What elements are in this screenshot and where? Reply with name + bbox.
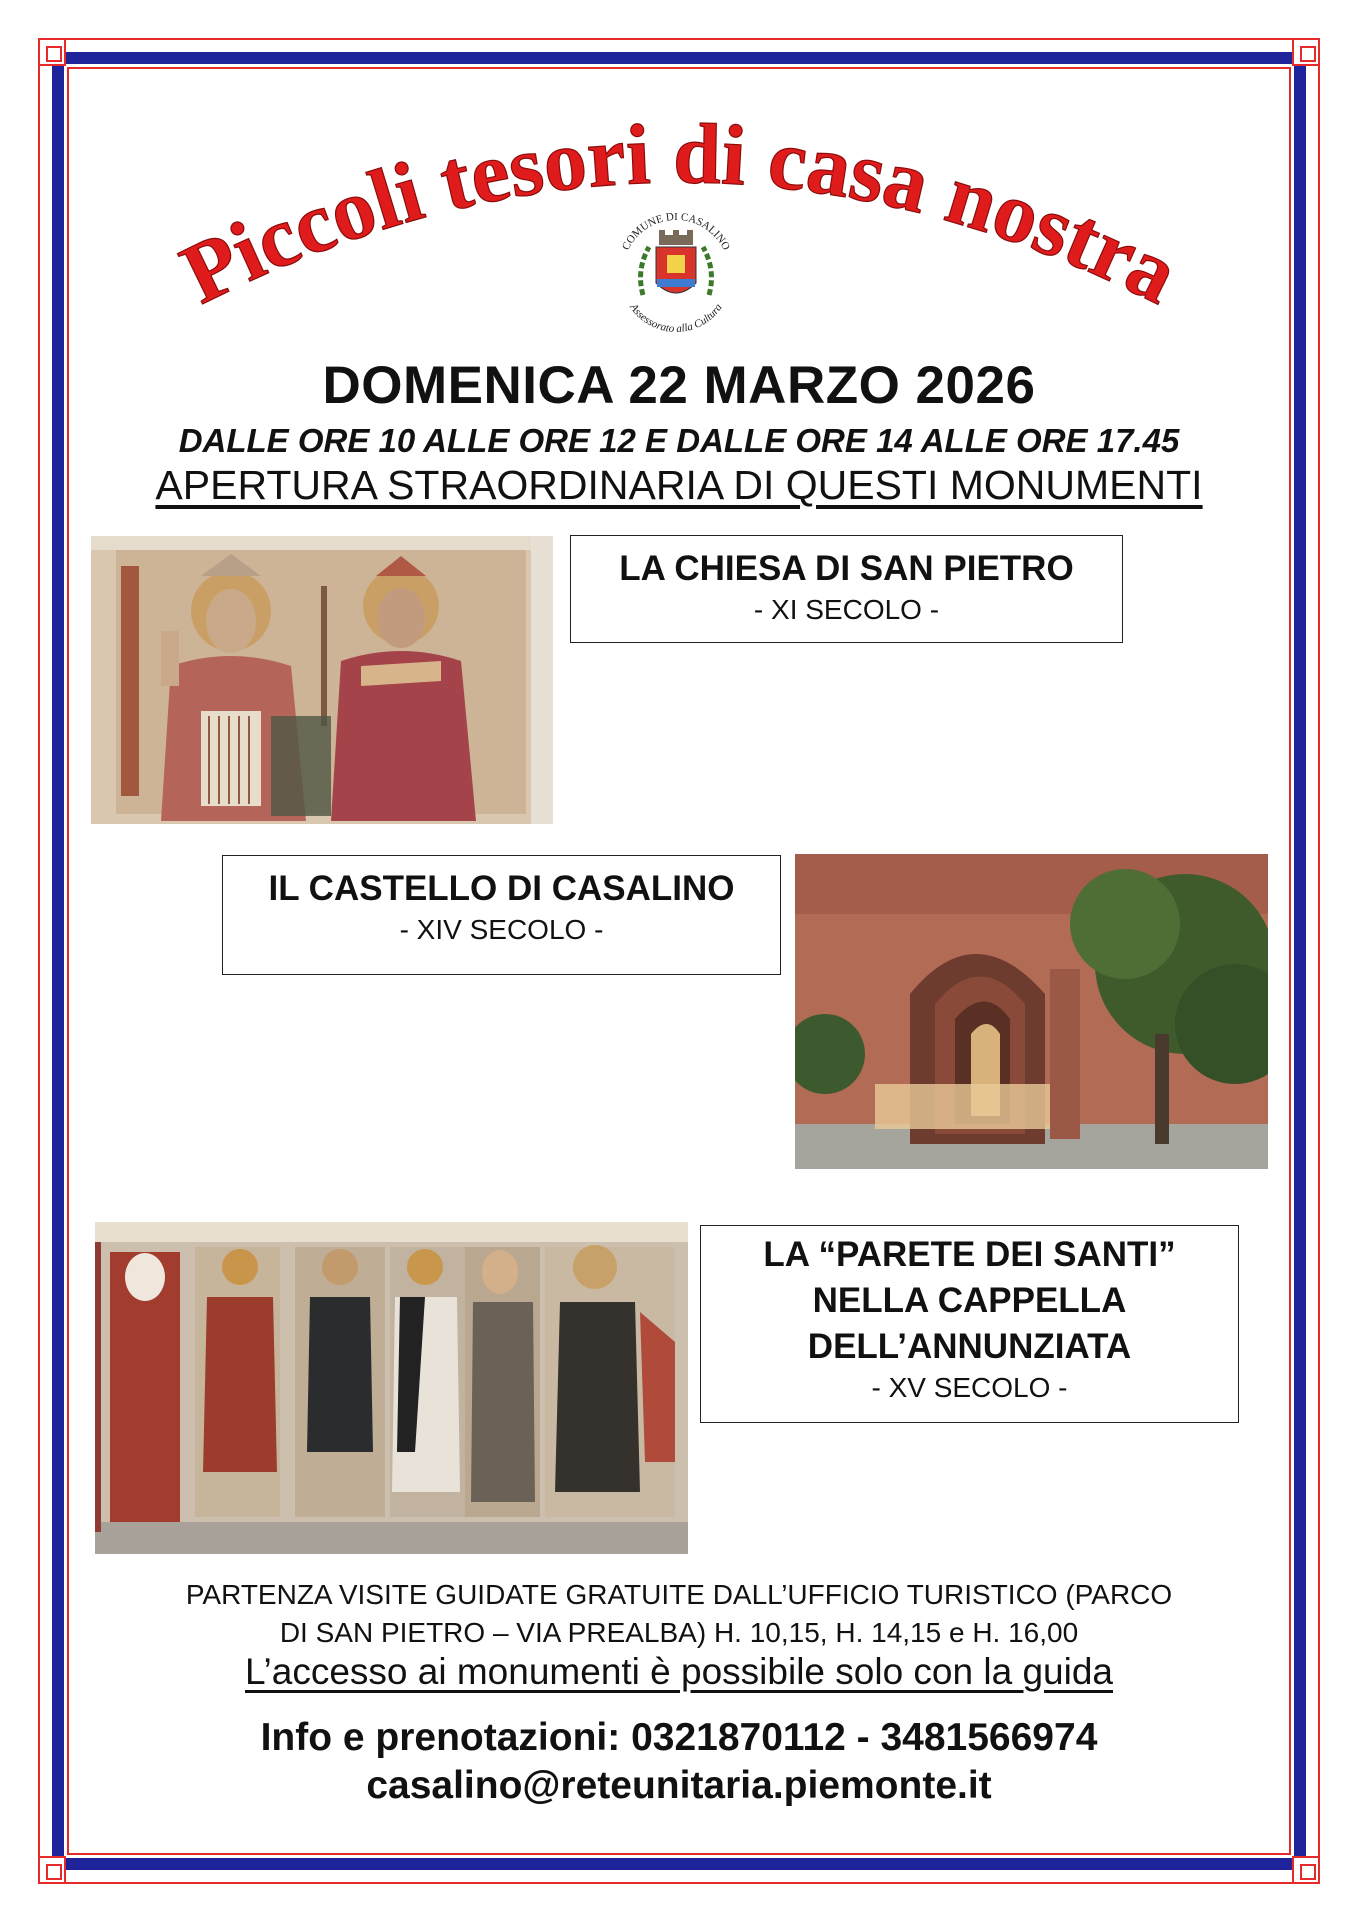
monument-name: LA CHIESA DI SAN PIETRO — [619, 549, 1074, 588]
corner-ornament — [38, 38, 66, 66]
monument-box-castello — [222, 855, 781, 975]
svg-text:COMUNE DI CASALINO: COMUNE DI CASALINO — [619, 210, 733, 253]
monument-century: - XI SECOLO - — [753, 594, 940, 625]
event-hours: DALLE ORE 10 ALLE ORE 12 E DALLE ORE 14 ALLE ORE 17.45 — [178, 422, 1180, 459]
opening-heading: APERTURA STRAORDINARIA DI QUESTI MONUMENTI — [155, 462, 1203, 508]
monument-century: - XV SECOLO - — [871, 1372, 1068, 1403]
access-note: L’accesso ai monumenti è possibile solo con la guida — [245, 1651, 1113, 1692]
monument-name-line: DELL’ANNUNZIATA — [807, 1327, 1132, 1366]
svg-text:Assessorato alla Cultura: Assessorato alla Cultura — [627, 301, 725, 336]
corner-ornament — [38, 1856, 66, 1884]
corner-ornament — [1292, 38, 1320, 66]
san-pietro-fresco-photo — [91, 536, 553, 824]
contact-email: casalino@reteunitaria.piemonte.it — [366, 1764, 992, 1807]
castello-arches-photo — [795, 854, 1268, 1169]
monument-box-san-pietro — [570, 535, 1123, 643]
info-phone: Info e prenotazioni: 0321870112 - 3481566974 — [260, 1716, 1098, 1759]
event-date: DOMENICA 22 MARZO 2026 — [322, 356, 1036, 415]
parete-dei-santi-photo — [95, 1222, 688, 1554]
monument-box-parete-dei-santi — [700, 1225, 1239, 1423]
corner-ornament — [1292, 1856, 1320, 1884]
monument-century: - XIV SECOLO - — [399, 914, 604, 945]
guided-tour-departure: PARTENZA VISITE GUIDATE GRATUITE DALL’UFFICIO TURISTICO (PARCO DI SAN PIETRO – VIA PREALBA) H. 10,15, H. 14,15 e H. 16,00 — [185, 1579, 1173, 1648]
monument-name-line: LA “PARETE DEI SANTI” — [763, 1235, 1176, 1274]
comune-seal-logo — [601, 195, 751, 345]
title-text: Piccoli tesori di casa nostra — [167, 105, 1194, 322]
monument-name: IL CASTELLO DI CASALINO — [268, 869, 735, 908]
monument-name-line: NELLA CAPPELLA — [812, 1281, 1127, 1320]
